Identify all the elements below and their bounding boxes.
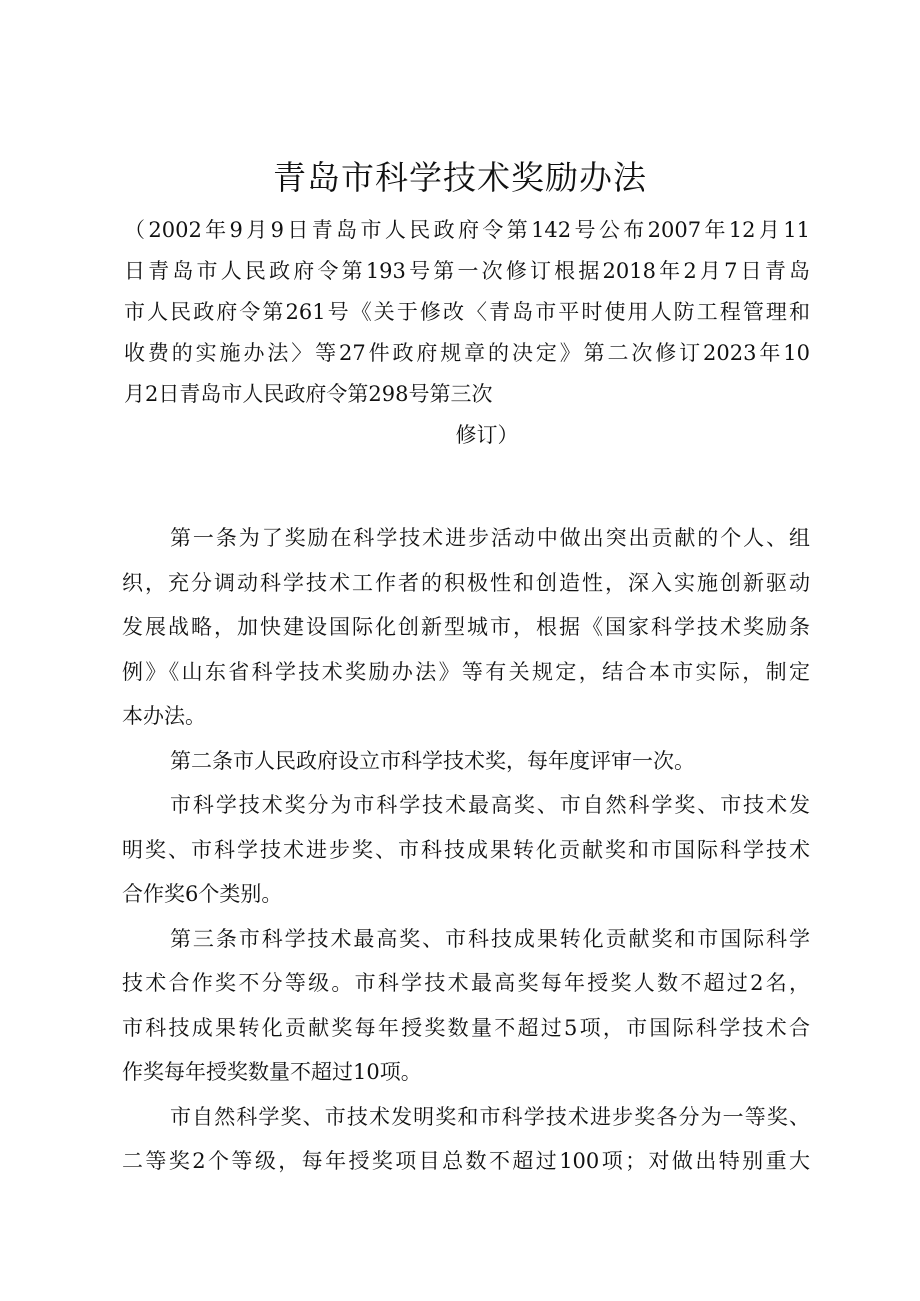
paragraph-line: 第一条为了奖励在科学技术进步活动中做出突出贡献的个人、组 — [170, 526, 810, 550]
paragraph-line: 合作奖6个类别。 — [122, 882, 283, 906]
subtitle-line: 月2日青岛市人民政府令第298号第三次 — [124, 382, 493, 406]
paragraph-article-3 — [122, 917, 810, 1095]
paragraph-award-categories — [122, 783, 810, 917]
subtitle-line: （2002年9月9日青岛市人民政府令第142号公布2007年12月11 — [124, 218, 810, 242]
paragraph-line: 市科技成果转化贡献奖每年授奖数量不超过5项，市国际科学技术合 — [122, 1015, 810, 1040]
subtitle-line: 收费的实施办法〉等27件政府规章的决定》第二次修订2023年10 — [124, 341, 810, 365]
subtitle-line: 日青岛市人民政府令第193号第一次修订根据2018年2月7日青岛 — [124, 259, 810, 283]
subtitle-line: 市人民政府令第261号《关于修改〈青岛市平时使用人防工程管理和 — [124, 300, 810, 324]
paragraph-line: 本办法。 — [122, 704, 206, 728]
paragraph-award-grades — [122, 1095, 810, 1184]
paragraph-article-1 — [122, 516, 810, 739]
document-title: 青岛市科学技术奖励办法 — [273, 158, 647, 197]
paragraph-line: 作奖每年授奖数量不超过10项。 — [122, 1060, 422, 1084]
document-body — [122, 516, 810, 1184]
paragraph-article-2 — [122, 739, 810, 784]
paragraph-line: 明奖、市科学技术进步奖、市科技成果转化贡献奖和市国际科学技术 — [122, 837, 810, 862]
paragraph-line: 二等奖2个等级，每年授奖项目总数不超过100项；对做出特别重大 — [122, 1149, 810, 1173]
paragraph-line: 技术合作奖不分等级。市科学技术最高奖每年授奖人数不超过2名， — [122, 971, 810, 995]
document-subtitle — [124, 210, 810, 456]
paragraph-line: 第二条市人民政府设立市科学技术奖，每年度评审一次。 — [170, 748, 695, 773]
paragraph-line: 第三条市科学技术最高奖、市科技成果转化贡献奖和市国际科学 — [170, 926, 810, 951]
paragraph-line: 织，充分调动科学技术工作者的积极性和创造性，深入实施创新驱动 — [122, 570, 810, 595]
paragraph-line: 发展战略，加快建设国际化创新型城市，根据《国家科学技术奖励条 — [122, 615, 810, 639]
paragraph-line: 例》《山东省科学技术奖励办法》等有关规定，结合本市实际，制定 — [122, 659, 810, 684]
paragraph-line: 市科学技术奖分为市科学技术最高奖、市自然科学奖、市技术发 — [170, 793, 810, 817]
paragraph-line: 市自然科学奖、市技术发明奖和市科学技术进步奖各分为一等奖、 — [170, 1104, 810, 1129]
subtitle-line: 修订） — [455, 423, 519, 447]
